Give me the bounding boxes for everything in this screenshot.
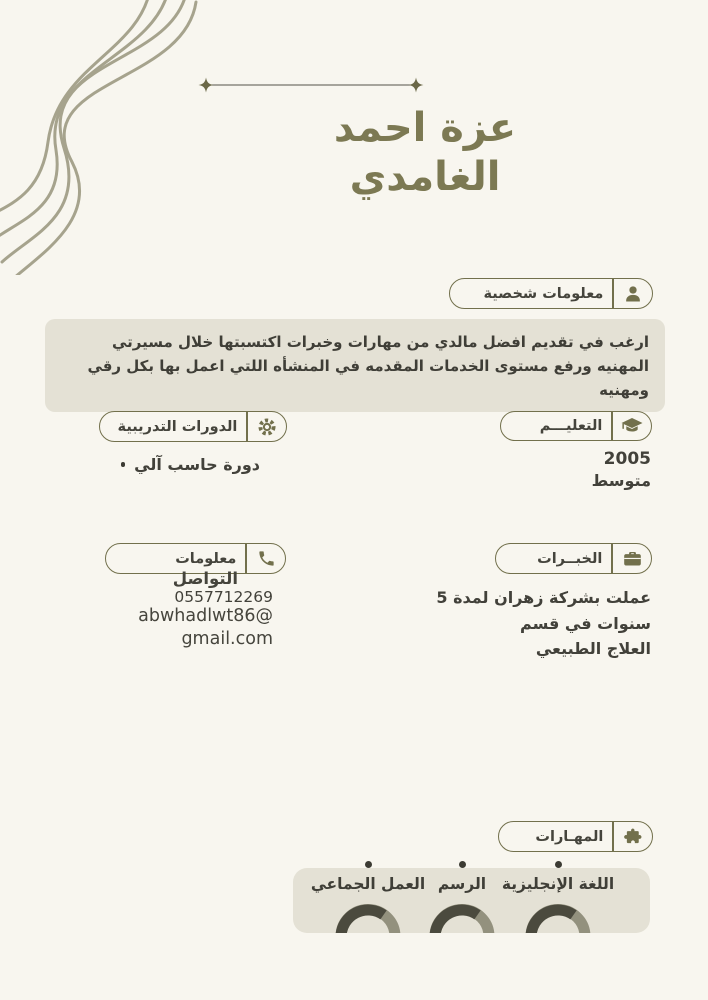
experience-text-line2: العلاج الطبيعي xyxy=(535,639,651,659)
section-header-education xyxy=(500,411,652,441)
personal-summary-text: ارغب في تقديم افضل مالدي من مهارات وخبرات اكتسبتها خلال مسيرتي المهنيه ورفع مستوى الخدمات المقدمه في المنشأه اللتي اعمل بها بكل رقي ومهنيه xyxy=(87,333,649,399)
skill-label-drawing: الرسم xyxy=(437,875,487,893)
pill-divider xyxy=(612,279,614,308)
section-header-personal-info xyxy=(449,278,653,309)
experience-text xyxy=(380,585,651,662)
pill-divider xyxy=(611,412,613,440)
briefcase-icon xyxy=(613,544,651,573)
candidate-name-line2: الغامدي xyxy=(349,153,501,200)
contact-phone: 0557712269 xyxy=(174,588,273,606)
personal-summary-panel xyxy=(45,319,665,412)
skill-label-english: اللغة الإنجليزية xyxy=(501,875,615,893)
education-year: 2005 xyxy=(603,449,651,469)
sparkle-icon xyxy=(199,78,214,93)
education-level: متوسط xyxy=(591,471,651,490)
candidate-name xyxy=(295,104,555,202)
decorative-swirl-lines xyxy=(0,0,200,275)
section-header-experience xyxy=(495,543,652,574)
skill-marker-dot xyxy=(459,861,466,868)
skill-marker-dot xyxy=(555,861,562,868)
gear-icon xyxy=(248,412,286,441)
pill-divider xyxy=(612,822,614,851)
contact-email-line1: abwhadlwt86@ xyxy=(138,606,273,626)
training-courses-title: الدورات التدريبية xyxy=(117,418,238,435)
pill-divider xyxy=(245,544,247,573)
contact-email-line2: gmail.com xyxy=(181,629,273,649)
experience-text-line1: عملت بشركة زهران لمدة 5 سنوات في قسم xyxy=(436,588,651,633)
contact-info-title-line1: معلومات xyxy=(175,550,237,567)
education-title: التعليـــم xyxy=(539,418,603,434)
header-divider xyxy=(195,74,427,96)
section-header-skills xyxy=(498,821,653,852)
personal-info-title: معلومات شخصية xyxy=(483,285,604,302)
graduation-cap-icon xyxy=(613,412,651,440)
pill-divider xyxy=(246,412,248,441)
skill-gauge xyxy=(423,898,501,933)
person-icon xyxy=(614,279,652,308)
skill-gauge xyxy=(519,898,597,933)
phone-icon xyxy=(247,544,285,573)
experience-title: الخبــرات xyxy=(537,550,603,567)
contact-info-title-line2: التواصل xyxy=(172,569,238,588)
sparkle-icon xyxy=(409,78,424,93)
skill-marker-dot xyxy=(365,861,372,868)
course-list-item xyxy=(99,455,260,474)
skills-title: المهـارات xyxy=(535,828,604,845)
candidate-name-line1: عزة احمد xyxy=(333,105,517,151)
puzzle-icon xyxy=(614,822,652,851)
skill-label-teamwork: العمل الجماعي xyxy=(310,875,426,893)
skills-panel xyxy=(293,868,650,933)
pill-divider xyxy=(611,544,613,573)
bullet-dot xyxy=(121,462,126,467)
course-item-text: دورة حاسب آلي xyxy=(134,455,260,474)
section-header-training-courses xyxy=(99,411,287,442)
skill-gauge xyxy=(329,898,407,933)
